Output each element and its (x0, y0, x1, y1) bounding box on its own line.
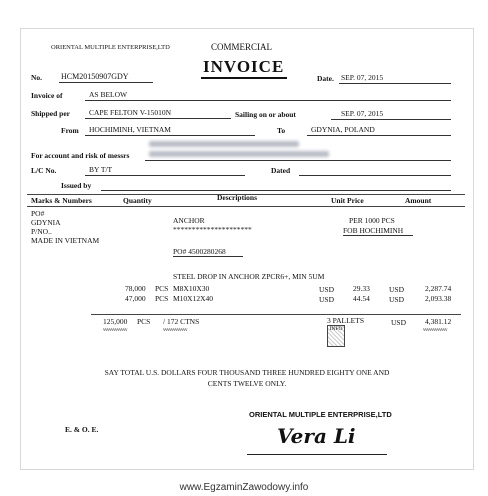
issued-by-label: Issued by (61, 181, 92, 190)
date-value: SEP. 07, 2015 (341, 73, 384, 82)
lc-label: L/C No. (31, 166, 57, 175)
dated-label: Dated (271, 166, 291, 175)
doc-title: INVOICE (203, 57, 285, 76)
doc-type: COMMERCIAL (211, 42, 273, 52)
item-currency: USD (319, 285, 335, 294)
shipped-per-label: Shipped per (31, 109, 70, 118)
say-total-line: SAY TOTAL U.S. DOLLARS FOUR THOUSAND THREE HUNDRED EIGHTY ONE AND (104, 368, 390, 377)
total-amount: 4,381.12 (425, 317, 452, 326)
company-signature-name: ORIENTAL MULTIPLE ENTERPRISE,LTD (249, 410, 392, 419)
total-underline-mark: vvvvvvvvvvvv (423, 328, 447, 333)
no-value: HCM20150907GDY (61, 72, 129, 81)
item-qty: 47,000 (125, 294, 146, 303)
item-amount: 2,093.38 (425, 294, 452, 303)
from-value: HOCHIMINH, VIETNAM (89, 125, 171, 134)
total-ctns: / 172 CTNS (163, 317, 200, 326)
item-currency: USD (389, 295, 405, 304)
lc-value: BY T/T (89, 165, 113, 174)
redacted-buyer-line1 (149, 141, 299, 147)
desc-stars: ********************* (173, 225, 252, 234)
say-total-line: CENTS TWELVE ONLY. (207, 379, 287, 388)
signature: Vera Li (277, 424, 356, 448)
stamp-icon: INFO (327, 325, 345, 347)
desc-fob: FOB HOCHIMINH (343, 226, 404, 235)
item-currency: USD (319, 295, 335, 304)
mark-line: GDYNIA (31, 218, 61, 227)
shipped-per-value: CAPE FELTON V-15010N (89, 108, 172, 117)
mark-line: P/NO.. (31, 227, 52, 236)
col-descriptions: Descriptions (217, 193, 257, 202)
item-unit: PCS (155, 294, 169, 303)
date-label: Date. (317, 74, 334, 83)
total-qty: 125,000 (103, 317, 128, 326)
desc-per: PER 1000 PCS (349, 216, 395, 225)
item-qty: 78,000 (125, 284, 146, 293)
mark-line: PO# (31, 209, 45, 218)
eoe-label: E. & O. E. (65, 425, 99, 434)
col-quantity: Quantity (123, 196, 152, 205)
col-amount: Amount (405, 196, 432, 205)
invoice-of-label: Invoice of (31, 91, 63, 100)
desc-po: PO# 4500280268 (173, 247, 226, 256)
watermark-footer: www.EgzaminZawodowy.info (179, 482, 309, 493)
invoice-of-value: AS BELOW (89, 90, 128, 99)
invoice-document (20, 28, 474, 470)
mark-line: MADE IN VIETNAM (31, 236, 100, 245)
sailing-label: Sailing on or about (235, 110, 296, 119)
total-pallets: 3 PALLETS (327, 316, 365, 325)
company-name-header: ORIENTAL MULTIPLE ENTERPRISE,LTD (51, 44, 170, 51)
item-unit: PCS (155, 284, 169, 293)
item-price: 44.54 (353, 294, 370, 303)
redacted-buyer-line2 (149, 151, 329, 157)
item-price: 29.33 (353, 284, 370, 293)
item-size: M8X10X30 (173, 284, 210, 293)
to-value: GDYNIA, POLAND (311, 125, 375, 134)
desc-anchor: ANCHOR (173, 216, 205, 225)
total-currency: USD (391, 318, 407, 327)
item-currency: USD (389, 285, 405, 294)
col-marks: Marks & Numbers (31, 196, 92, 205)
total-unit: PCS (137, 317, 151, 326)
item-amount: 2,287.74 (425, 284, 452, 293)
item-size: M10X12X40 (173, 294, 214, 303)
desc-steel: STEEL DROP IN ANCHOR ZPCR6+, MIN 5UM (173, 272, 325, 281)
total-underline-mark: vvvvvvvvvvvv (163, 328, 187, 333)
to-label: To (277, 126, 286, 135)
no-label: No. (31, 73, 43, 82)
from-label: From (61, 126, 79, 135)
total-underline-mark: vvvvvvvvvvvv (103, 328, 127, 333)
sailing-value: SEP. 07, 2015 (341, 109, 384, 118)
col-unit-price: Unit Price (331, 196, 364, 205)
account-label: For account and risk of messrs (31, 151, 130, 160)
